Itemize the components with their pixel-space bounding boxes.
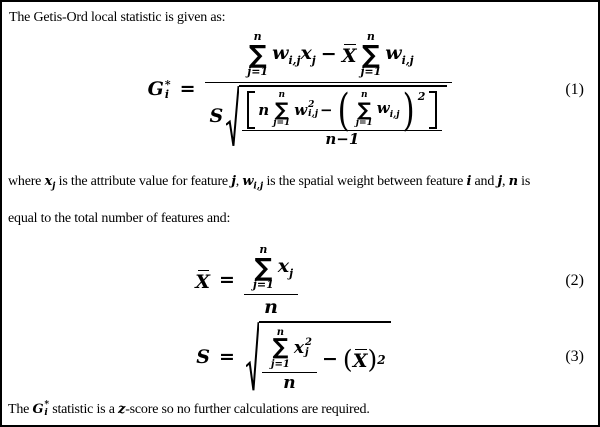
subscript-ij: i,j xyxy=(288,53,301,67)
radicand xyxy=(239,85,447,148)
sigma-icon: ∑ xyxy=(272,335,289,361)
sigma-icon: ∑ xyxy=(357,99,372,122)
where-text-2: is the attribute value for feature xyxy=(55,174,232,190)
math-var-G-star-i xyxy=(32,402,48,417)
where-text-4: is the spatial weight between feature xyxy=(263,174,467,190)
x-letter: x xyxy=(44,174,53,190)
left-bracket xyxy=(247,91,255,129)
subscript-ij: i,j xyxy=(253,181,264,192)
math-var-w xyxy=(272,41,316,67)
eq3-fraction xyxy=(262,326,317,393)
radical-icon xyxy=(246,321,259,393)
sum-upper-limit: n xyxy=(259,242,268,256)
math-var-G: G xyxy=(147,78,164,101)
sum-upper-limit: n xyxy=(276,327,285,339)
w-letter: w xyxy=(272,41,289,64)
math-var-Xbar: X xyxy=(195,270,210,293)
eq2-lhs xyxy=(184,270,210,292)
where-line-2: equal to the total number of features and: xyxy=(8,210,231,226)
G-star-i-scripts xyxy=(165,79,171,101)
right-paren: ) xyxy=(402,84,415,136)
sum-lower-limit: j=1 xyxy=(273,118,291,129)
w-letter: w xyxy=(242,174,254,190)
inner-fraction xyxy=(242,84,442,149)
subscript-i: i xyxy=(164,87,170,101)
math-var-Xbar: X xyxy=(352,349,368,372)
math-var-Xbar: X xyxy=(341,44,357,67)
where-text-5: and xyxy=(471,174,498,190)
sum-upper-limit: n xyxy=(366,30,375,43)
sigma-icon: ∑ xyxy=(361,40,380,70)
w-letter: w xyxy=(385,41,402,64)
minus-sign: − xyxy=(322,348,338,371)
right-bracket xyxy=(429,91,437,129)
equation-number-2: (2) xyxy=(565,271,584,289)
where-text-7: is xyxy=(517,174,531,190)
left-paren: ( xyxy=(337,84,350,136)
sum-lower-limit: j=1 xyxy=(355,118,373,129)
sum-upper-limit: n xyxy=(360,90,368,101)
where-text-3: , xyxy=(235,174,243,190)
left-paren: ( xyxy=(342,344,353,374)
where-text-1: where xyxy=(8,174,45,190)
sigma-icon: ∑ xyxy=(274,99,289,122)
math-var-xj xyxy=(44,174,56,192)
equation-number-3: (3) xyxy=(565,348,584,366)
inner-numerator xyxy=(242,84,442,136)
equals-sign: = xyxy=(219,345,235,368)
where-text-6: , xyxy=(501,174,509,190)
right-paren: ) xyxy=(367,344,378,374)
x-letter: x xyxy=(277,254,290,277)
intro-text: The Getis-Ord local statistic is given as: xyxy=(9,10,226,25)
math-n-minus-1: n−1 xyxy=(325,130,360,149)
equation-1-body xyxy=(148,30,453,149)
math-var-xj xyxy=(277,254,294,280)
sum-lower-limit: j=1 xyxy=(270,359,290,371)
summation xyxy=(253,244,274,291)
subscript-i: i xyxy=(44,408,48,419)
equation-2-body xyxy=(184,243,298,318)
summation xyxy=(360,31,381,78)
w-letter: w xyxy=(376,98,390,117)
G-letter: G xyxy=(32,402,44,418)
sum-lower-limit: j=1 xyxy=(360,65,382,79)
subscript-j: j xyxy=(311,53,316,67)
outro-text-2: statistic is a xyxy=(48,402,119,418)
x-letter: x xyxy=(293,338,305,359)
radicand xyxy=(259,321,391,393)
equation-1 xyxy=(2,30,598,149)
eq2-fraction xyxy=(244,243,298,318)
math-var-j: j xyxy=(231,174,236,190)
math-var-z: z xyxy=(118,402,126,418)
main-fraction xyxy=(205,30,453,149)
math-var-w-squared xyxy=(294,100,308,119)
subscript-ij: i,j xyxy=(308,109,318,120)
math-var-wij xyxy=(242,174,264,192)
eq3-lhs xyxy=(184,345,210,368)
sum-upper-limit: n xyxy=(253,30,262,43)
summation xyxy=(247,31,268,78)
equals-sign: = xyxy=(179,78,196,101)
eq3-denominator xyxy=(278,373,300,393)
superscript-star: * xyxy=(164,77,171,91)
superscript-2: 2 xyxy=(305,337,312,349)
equation-3-body xyxy=(184,321,391,393)
superscript-2: 2 xyxy=(417,90,426,104)
sigma-icon: ∑ xyxy=(248,40,267,70)
math-var-n: n xyxy=(258,100,270,119)
outro-text xyxy=(2,401,598,419)
square-root xyxy=(226,85,447,148)
equation-2 xyxy=(2,243,598,318)
math-var-n: n xyxy=(264,296,278,319)
eq1-numerator xyxy=(238,30,418,82)
math-var-i: i xyxy=(466,174,472,190)
summation xyxy=(356,91,373,129)
math-var-j: j xyxy=(497,174,502,190)
summation xyxy=(273,91,290,129)
radical-icon xyxy=(226,85,239,148)
subscript-j: j xyxy=(52,181,56,192)
minus-sign: − xyxy=(319,100,333,119)
subscript-ij: i,j xyxy=(389,109,400,120)
math-var-n: n xyxy=(508,174,518,190)
superscript-2: 2 xyxy=(377,352,386,367)
outro-text-3: -score so no further calculations are required. xyxy=(125,402,370,418)
eq2-denominator xyxy=(259,295,283,318)
equals-sign: = xyxy=(219,269,235,292)
x-letter: x xyxy=(300,41,312,64)
superscript-2: 2 xyxy=(308,100,315,111)
sum-lower-limit: j=1 xyxy=(252,278,274,292)
math-var-w xyxy=(385,41,414,67)
square-root xyxy=(246,321,391,393)
w-scripts xyxy=(308,101,318,119)
superscript-star: * xyxy=(44,400,49,411)
summation xyxy=(271,327,290,370)
math-var-S: S xyxy=(196,345,210,368)
equation-3 xyxy=(2,321,598,393)
math-var-n: n xyxy=(283,373,296,394)
subscript-j: j xyxy=(289,266,294,280)
subscript-ij: i,j xyxy=(401,53,414,67)
sigma-icon: ∑ xyxy=(254,253,273,283)
math-var-w xyxy=(376,98,400,120)
math-var-x-squared xyxy=(294,340,304,357)
math-var-S: S xyxy=(209,105,224,128)
eq3-numerator xyxy=(262,326,317,372)
equation-number-1: (1) xyxy=(565,80,584,98)
outro-text-1: The xyxy=(8,402,33,418)
w-letter: w xyxy=(294,100,308,119)
minus-sign: − xyxy=(320,43,337,66)
subscript-j: j xyxy=(305,347,309,359)
eq1-denominator xyxy=(205,83,453,149)
where-paragraph xyxy=(2,166,598,234)
x-scripts xyxy=(305,338,312,359)
eq2-numerator xyxy=(244,243,298,294)
sum-upper-limit: n xyxy=(278,90,285,101)
sum-lower-limit: j=1 xyxy=(247,65,269,79)
